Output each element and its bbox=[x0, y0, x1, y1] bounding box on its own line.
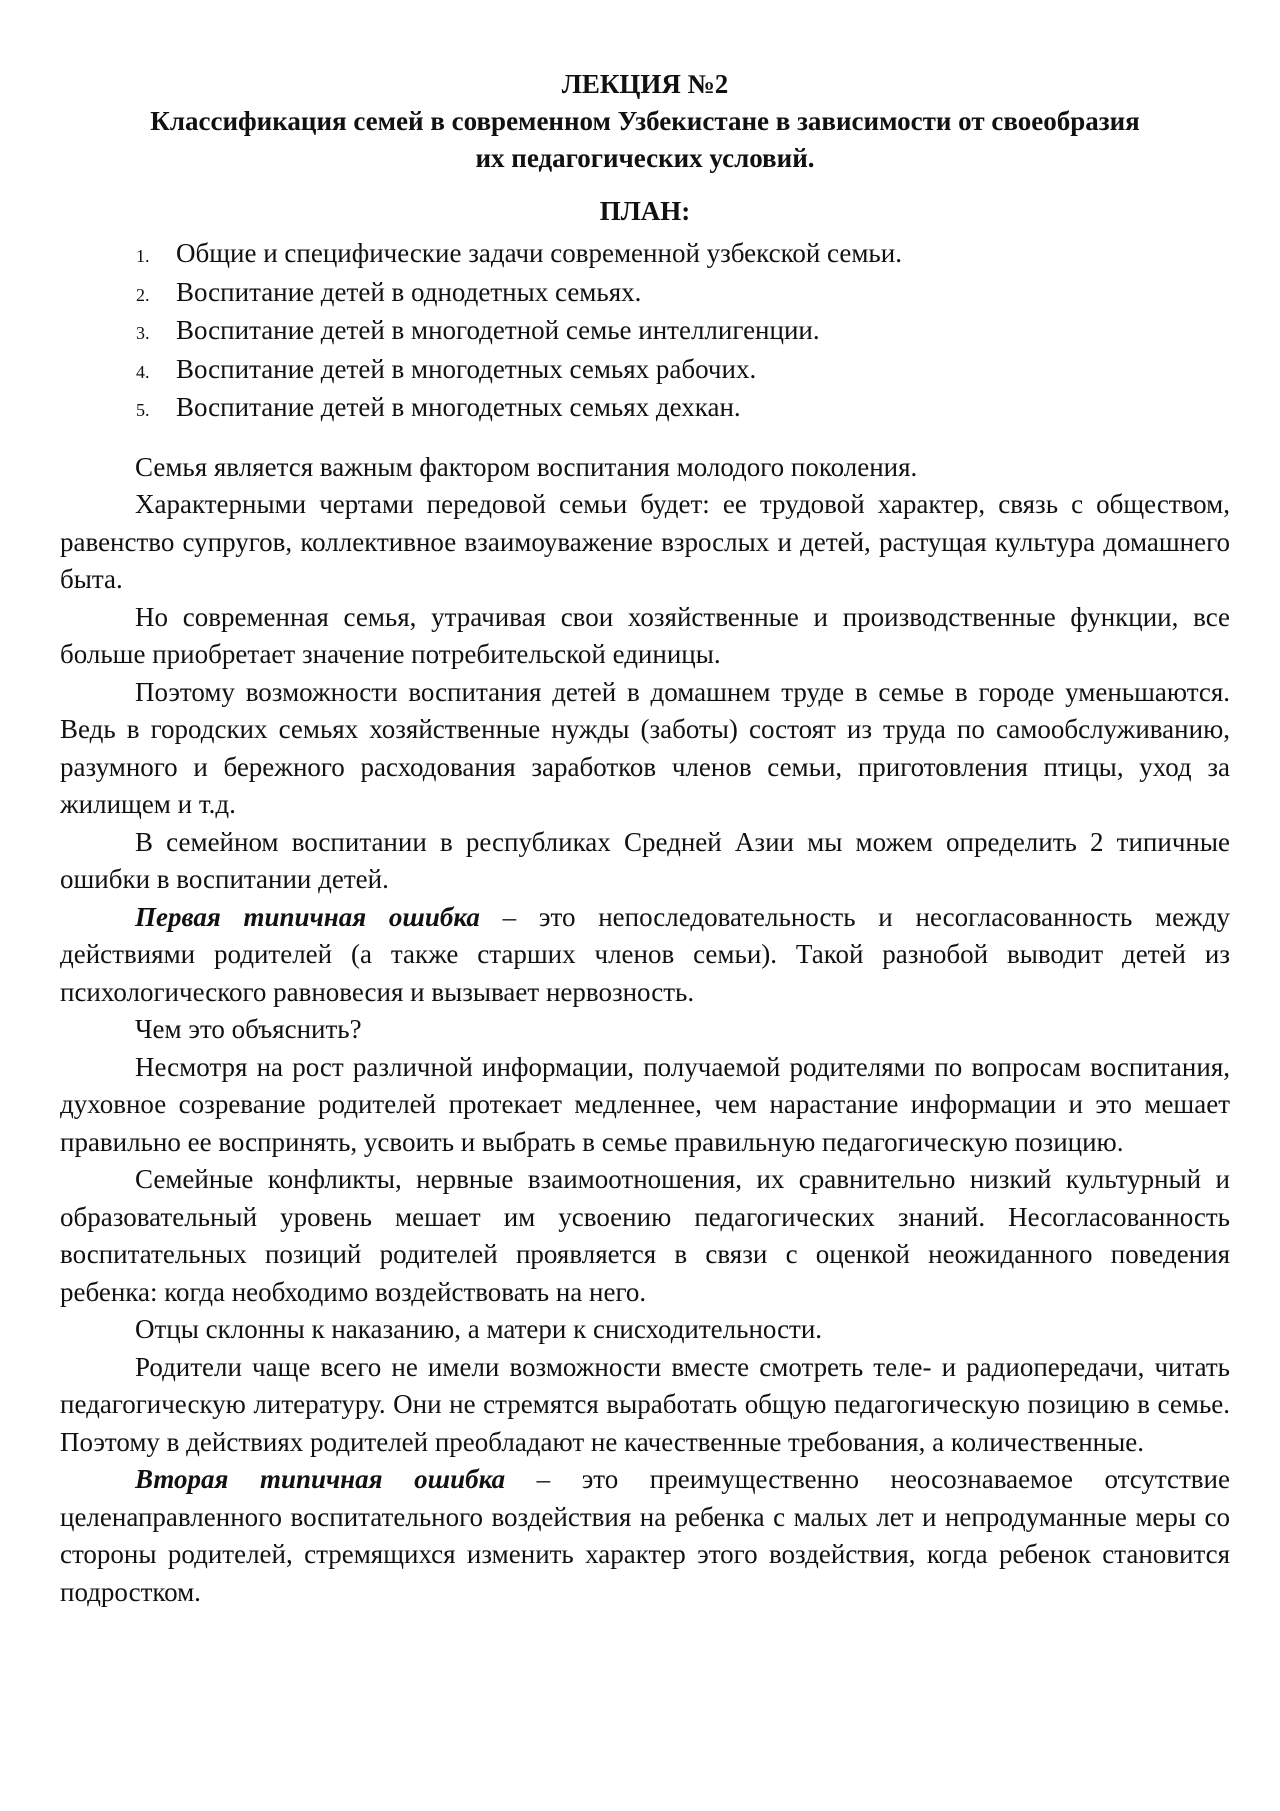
plan-item bbox=[60, 350, 1230, 389]
plan-item-number: 3. bbox=[136, 323, 150, 344]
plan-item-text: Воспитание детей в многодетных семьях дехкан. bbox=[176, 392, 741, 423]
first-mistake-paragraph bbox=[60, 899, 1230, 1012]
body-paragraph: Родители чаще всего не имели возможности вместе смотреть теле- и радиопередачи, читать педагогическую литературу. Они не стремятся выработать общую педагогическую позицию в семье. Поэтому в действиях родителей преобладают не качественные требования, а количественные. bbox=[60, 1351, 1230, 1457]
body-paragraph: Семейные конфликты, нервные взаимоотношения, их сравнительно низкий культурный и образовательный уровень мешает им усвоению педагогических знаний. Несогласованность воспитательных позиций родителей проявляется в связи с оценкой неожиданного поведения ребенка: когда необходимо воздействовать на него. bbox=[60, 1164, 1230, 1307]
first-mistake-term: Первая типичная ошибка bbox=[135, 901, 480, 932]
plan-title: ПЛАН: bbox=[599, 196, 691, 226]
plan-item-text: Общие и специфические задачи современной узбекской семьи. bbox=[176, 238, 902, 268]
lecture-subtitle: Классификация семей в современном Узбекистане в зависимости от своеобразия их педагогических условий. bbox=[150, 106, 1140, 173]
body-paragraph: Чем это объяснить? bbox=[135, 1014, 362, 1045]
body-paragraph: Несмотря на рост различной информации, получаемой родителями по вопросам воспитания, духовное созревание родителей протекает медленнее, чем нарастание информации и это мешает правильно ее воспринять, усвоить и выбрать в семье правильную педагогическую позицию. bbox=[60, 1051, 1230, 1157]
plan-item-text: Воспитание детей в однодетных семьях. bbox=[176, 276, 642, 307]
plan-item bbox=[60, 234, 1230, 273]
plan-item-text: Воспитание детей в многодетной семье интеллигенции. bbox=[176, 315, 820, 346]
plan-item bbox=[60, 273, 1230, 312]
plan-item-number: 1. bbox=[136, 246, 150, 266]
body-paragraph: Семья является важным фактором воспитания молодого поколения. bbox=[135, 451, 918, 482]
body-paragraph: Отцы склонны к наказанию, а матери к снисходительности. bbox=[135, 1314, 823, 1345]
second-mistake-paragraph bbox=[60, 1461, 1230, 1611]
second-mistake-term: Вторая типичная ошибка bbox=[135, 1464, 506, 1495]
second-mistake-text: – это преимущественно неосознаваемое отсутствие целенаправленного воспитательного воздействия на ребенка с малых лет и непродуманные меры со стороны родителей, стремящихся изменить характер этого воздействия, когда ребенок становится подростком. bbox=[60, 1464, 1230, 1607]
body-paragraph: В семейном воспитании в республиках Средней Азии мы можем определить 2 типичные ошибки в воспитании детей. bbox=[60, 826, 1230, 895]
plan-item-text: Воспитание детей в многодетных семьях рабочих. bbox=[176, 353, 757, 384]
plan-item-number: 2. bbox=[136, 284, 150, 305]
plan-item-number: 5. bbox=[136, 400, 150, 421]
plan-item bbox=[60, 388, 1230, 427]
first-mistake-text: – это непоследовательность и несогласованность между действиями родителей (а также старших членов семьи). Такой разнобой выводит детей из психологического равновесия и вызывает нервозность. bbox=[60, 901, 1230, 1007]
plan-list bbox=[60, 234, 1230, 427]
lecture-title: ЛЕКЦИЯ №2 bbox=[561, 69, 729, 99]
body-paragraph: Но современная семья, утрачивая свои хозяйственные и производственные функции, все больше приобретает значение потребительской единицы. bbox=[60, 601, 1230, 670]
document-page bbox=[60, 66, 1230, 1611]
body-paragraph: Характерными чертами передовой семьи будет: ее трудовой характер, связь с обществом, равенство супругов, коллективное взаимоуважение взрослых и детей, растущая культура домашнего быта. bbox=[60, 489, 1230, 595]
plan-item bbox=[60, 311, 1230, 350]
plan-item-number: 4. bbox=[136, 361, 150, 382]
body-paragraph: Поэтому возможности воспитания детей в домашнем труде в семье в городе уменьшаются. Ведь в городских семьях хозяйственные нужды (заботы) состоят из труда по самообслуживанию, разумного и бережного расходования заработков членов семьи, приготовления птицы, уход за жилищем и т.д. bbox=[60, 676, 1230, 820]
